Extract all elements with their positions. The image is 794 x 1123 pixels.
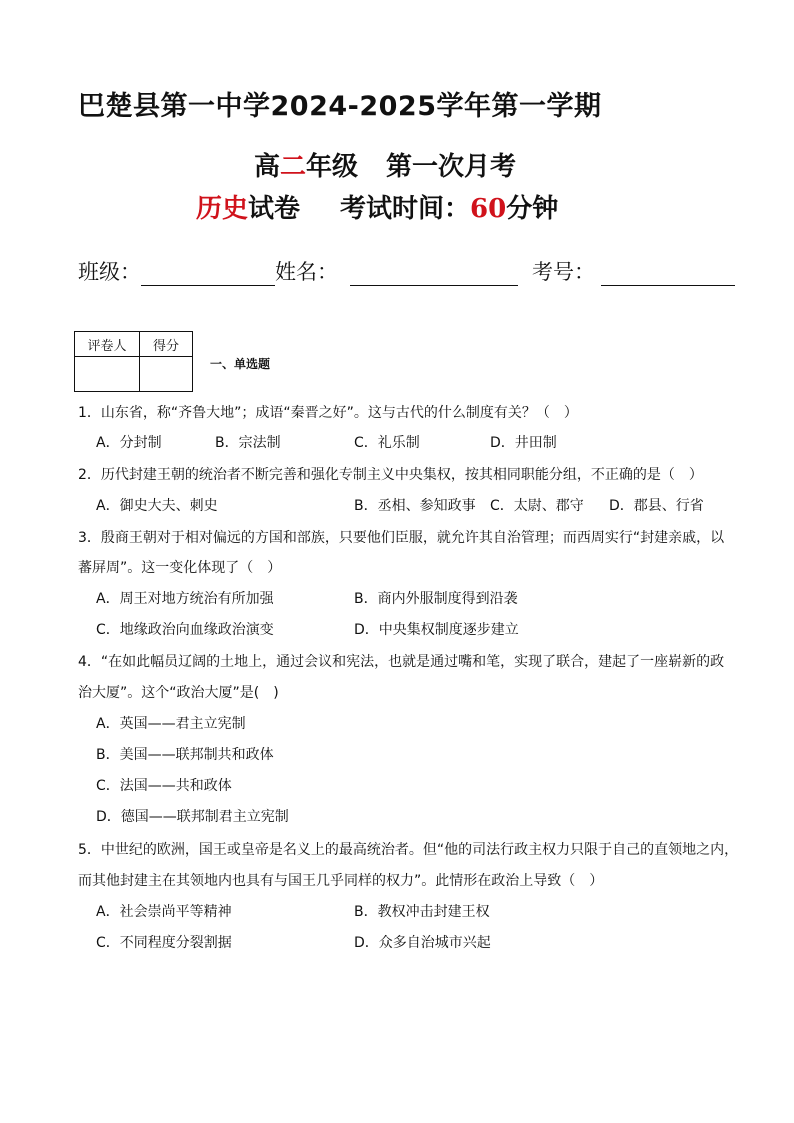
subject-name: 历史	[196, 194, 249, 224]
q4-option-c: C．法国——共和政体	[96, 778, 232, 794]
question-1-text: 1．山东省，称“齐鲁大地”；成语“秦晋之好”。这与古代的什么制度有关？（ ）	[78, 405, 578, 421]
q1-option-a: A．分封制	[96, 435, 162, 451]
q2-option-a: A．御史大夫、刺史	[96, 498, 218, 514]
grade-exam-title	[254, 146, 516, 183]
grader-header: 评卷人	[75, 332, 140, 357]
exam-name: 第一次月考	[386, 152, 517, 182]
q1-option-c: C．礼乐制	[354, 435, 420, 451]
q3-option-c: C．地缘政治向血缘政治演变	[96, 622, 274, 638]
subject-time-title	[196, 188, 558, 225]
q5-option-b: B．教权冲击封建王权	[354, 904, 490, 920]
q1-option-d: D．井田制	[490, 435, 557, 451]
school-term-title: 巴楚县第一中学2024-2025学年第一学期	[78, 91, 602, 122]
q2-option-c: C．太尉、郡守	[490, 498, 584, 514]
q3-option-d: D．中央集权制度逐步建立	[354, 622, 519, 638]
class-field[interactable]	[141, 263, 275, 286]
time-value: 60	[470, 194, 507, 224]
question-5-text-line-2: 而其他封建主在其领地内也具有与国王几乎同样的权力”。此情形在政治上导致（ ）	[78, 873, 604, 889]
q3-option-b: B．商内外服制度得到沿袭	[354, 591, 518, 607]
score-cell[interactable]	[140, 357, 193, 392]
q1-option-b: B．宗法制	[215, 435, 281, 451]
grade-suffix: 年级	[306, 152, 359, 182]
q4-option-d: D．德国——联邦制君主立宪制	[96, 809, 289, 825]
score-table	[74, 331, 193, 392]
question-2-text: 2．历代封建王朝的统治者不断完善和强化专制主义中央集权，按其相同职能分组，不正确的是（ ）	[78, 467, 703, 483]
time-label: 考试时间：	[340, 194, 471, 224]
score-header: 得分	[140, 332, 193, 357]
q4-option-a: A．英国——君主立宪制	[96, 716, 246, 732]
q5-option-c: C．不同程度分裂割据	[96, 935, 232, 951]
question-3-text-line-1: 3．殷商王朝对于相对偏远的方国和部族，只要他们臣服，就允许其自治管理；而西周实行“封建亲戚，以	[78, 530, 725, 546]
q2-option-d: D．郡县、行省	[609, 498, 704, 514]
section-title: 一、单选题	[210, 357, 271, 371]
q3-option-a: A．周王对地方统治有所加强	[96, 591, 274, 607]
exam-no-field[interactable]	[601, 263, 735, 286]
class-label: 班级：	[78, 260, 141, 284]
q2-option-b: B．丞相、参知政事	[354, 498, 476, 514]
question-4-text-line-1: 4．“在如此幅员辽阔的土地上，通过会议和宪法，也就是通过嘴和笔，实现了联合，建起了一座崭新的政	[78, 654, 725, 670]
q5-option-a: A．社会崇尚平等精神	[96, 904, 232, 920]
time-unit: 分钟	[506, 194, 559, 224]
grade-number: 二	[280, 152, 307, 182]
name-label: 姓名：	[275, 260, 338, 284]
question-4-text-line-2: 治大厦”。这个“政治大厦”是( )	[78, 685, 279, 701]
question-3-text-line-2: 蕃屏周”。这一变化体现了（ ）	[78, 560, 282, 576]
question-5-text-line-1: 5．中世纪的欧洲，国王或皇帝是名义上的最高统治者。但“他的司法行政主权力只限于自己的直领地之内，	[78, 842, 739, 858]
exam-no-label: 考号：	[532, 260, 595, 284]
name-field[interactable]	[350, 263, 518, 286]
grader-cell[interactable]	[75, 357, 140, 392]
q5-option-d: D．众多自治城市兴起	[354, 935, 491, 951]
student-info-line	[78, 256, 735, 286]
grade-prefix: 高	[254, 152, 281, 182]
subject-suffix: 试卷	[248, 194, 301, 224]
q4-option-b: B．美国——联邦制共和政体	[96, 747, 274, 763]
